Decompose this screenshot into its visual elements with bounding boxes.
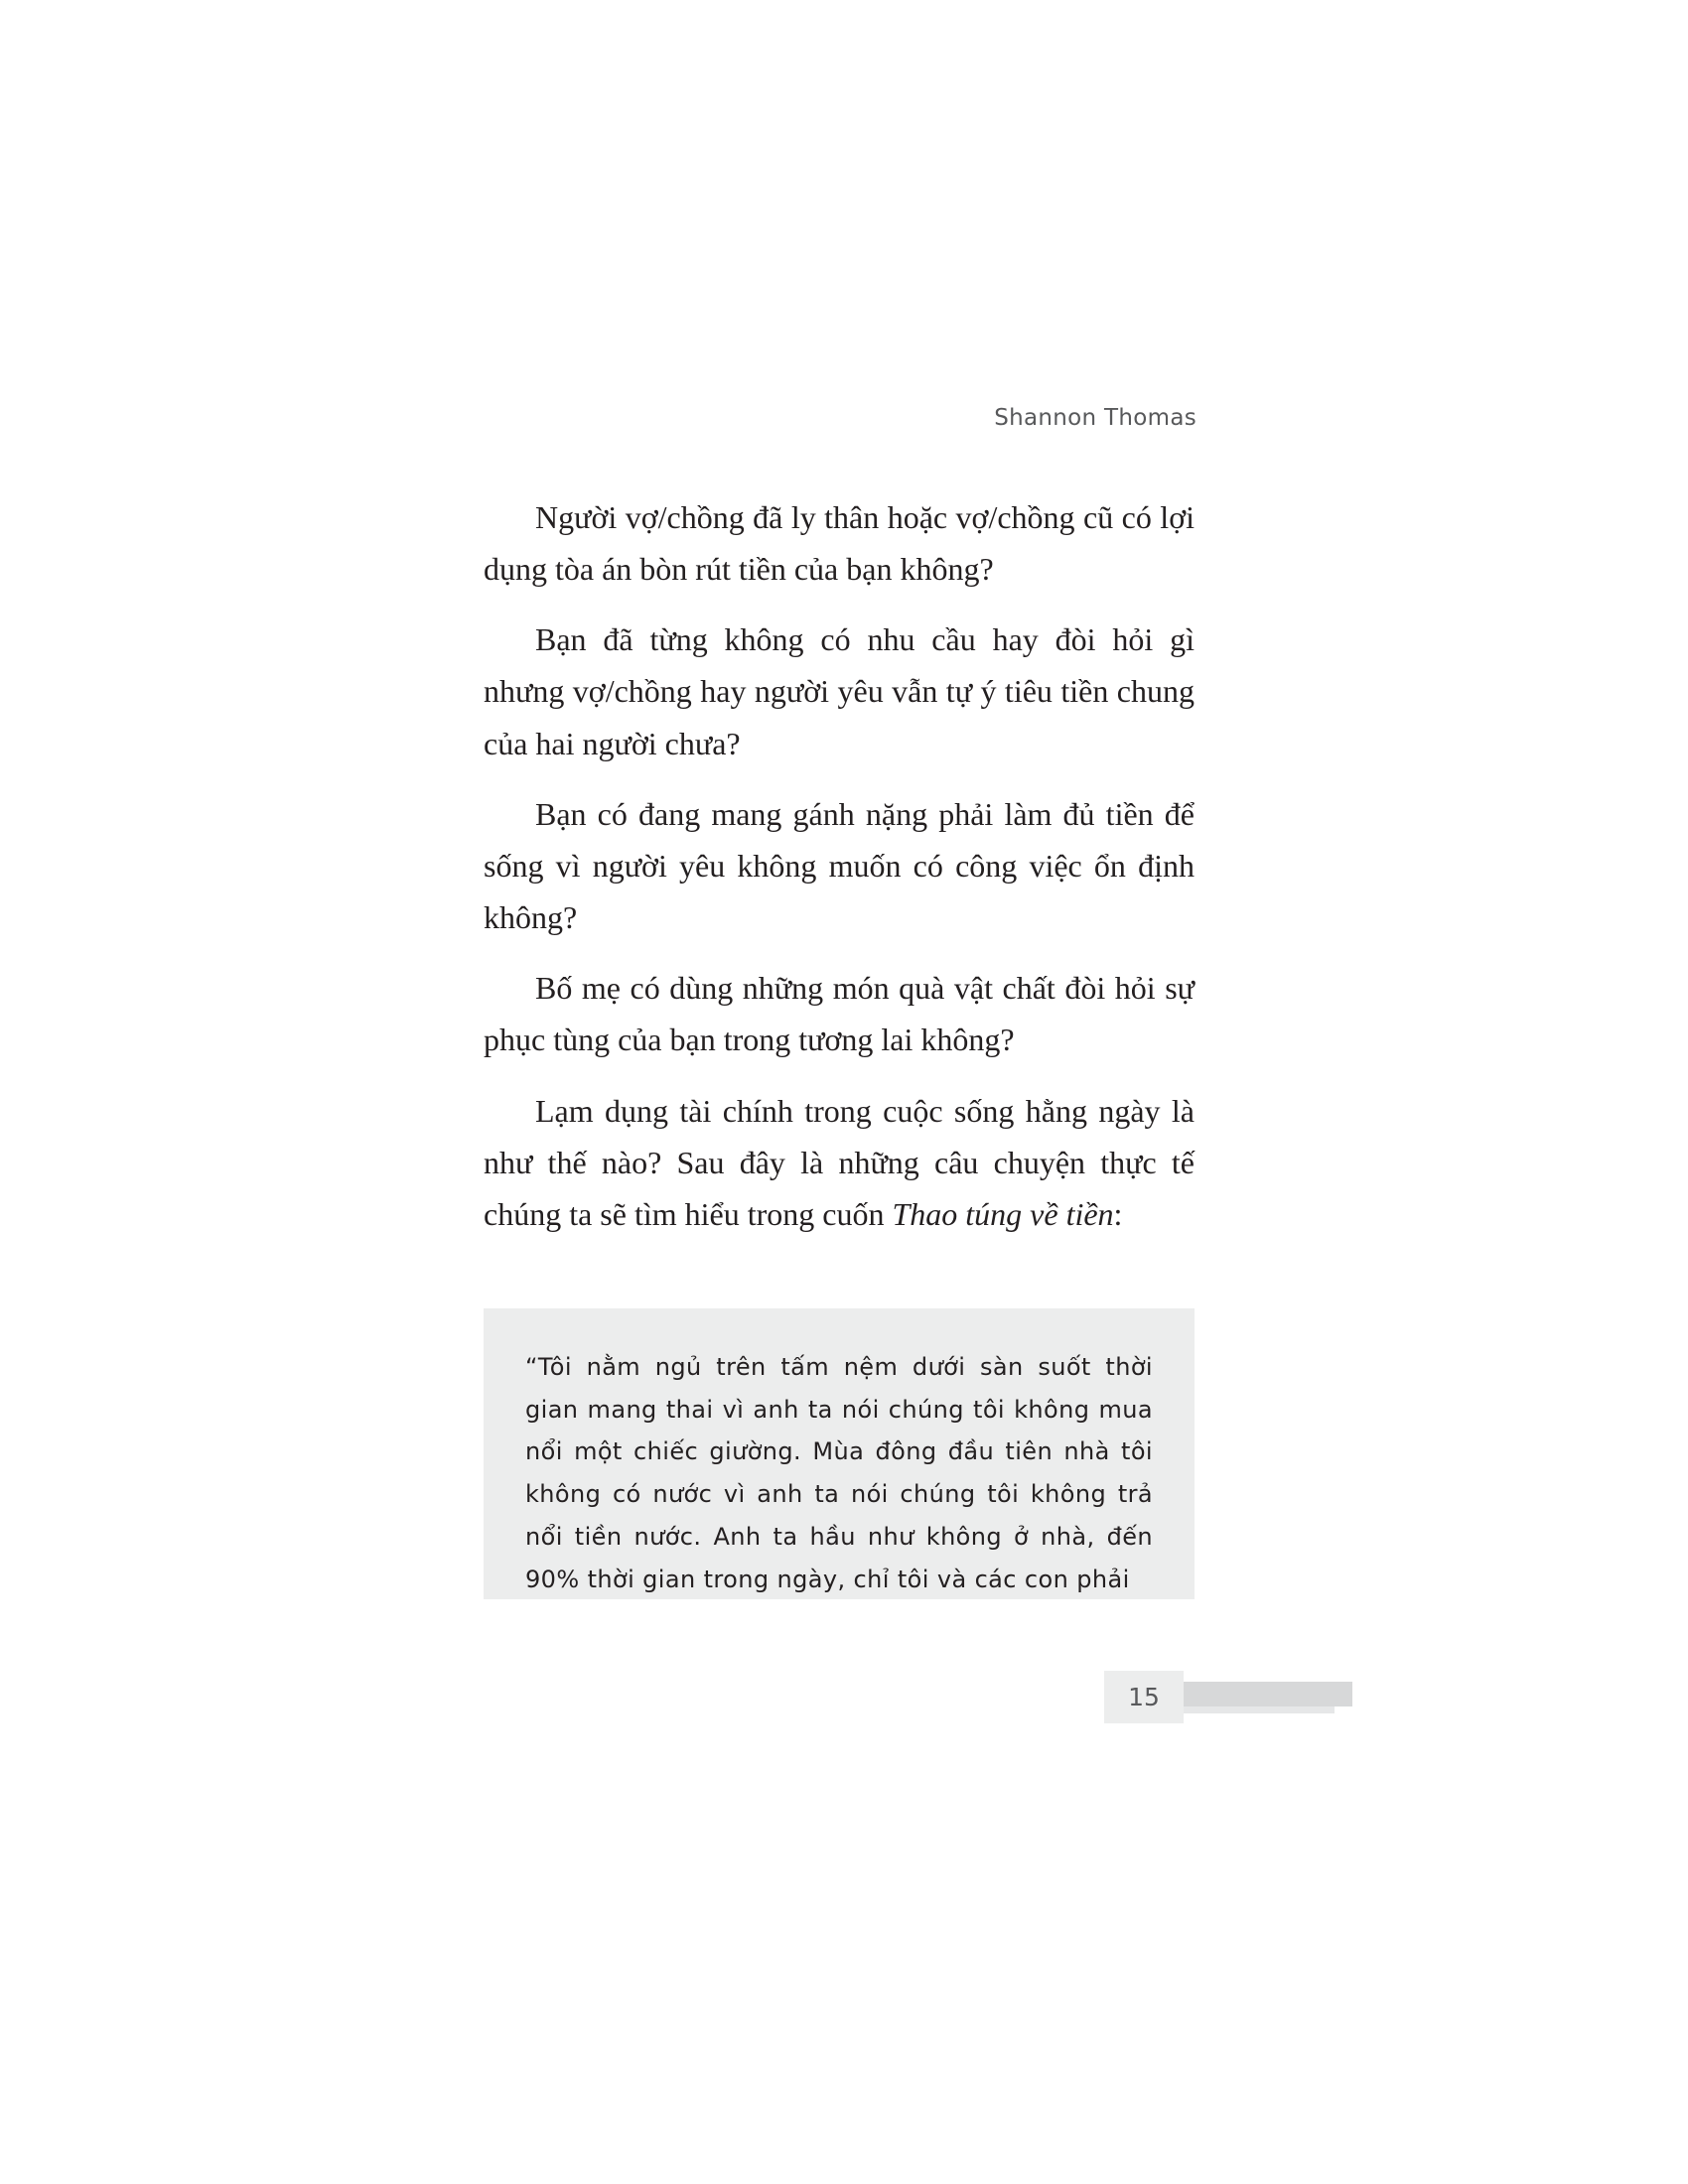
paragraph-tail-text: :	[1113, 1195, 1123, 1232]
paragraph: Bạn có đang mang gánh nặng phải làm đủ tiền để sống vì người yêu không muốn có công việc ổn định không?	[484, 795, 1195, 936]
folio-bar	[1104, 1671, 1352, 1723]
paragraph: Bố mẹ có dùng những món quà vật chất đòi hỏi sự phục tùng của bạn trong tương lai không?	[484, 970, 1195, 1058]
pull-quote-text: “Tôi nằm ngủ trên tấm nệm dưới sàn suốt thời gian mang thai vì anh ta nói chúng tôi không mua nổi một chiếc giường. Mùa đông đầu tiên nhà tôi không có nước vì anh ta nói chúng tôi không trả nổi tiền nước. Anh ta hầu như không ở nhà, đến 90% thời gian trong ngày, chỉ tôi và các con phải	[525, 1353, 1153, 1593]
folio-rule	[1184, 1682, 1352, 1706]
paragraph: Bạn đã từng không có nhu cầu hay đòi hỏi gì nhưng vợ/chồng hay người yêu vẫn tự ý tiêu tiền chung của hai người chưa?	[484, 621, 1195, 761]
body-text-column	[484, 491, 1195, 1240]
pull-quote-box	[484, 1308, 1195, 1599]
page-number: 15	[1128, 1683, 1160, 1711]
paragraph-with-book-title	[484, 1085, 1195, 1240]
paragraph-lead-text: Lạm dụng tài chính trong cuộc sống hằng ngày là như thế nào? Sau đây là những câu chuyện thực tế chúng ta sẽ tìm hiểu trong cuốn	[484, 1092, 1195, 1232]
running-head: Shannon Thomas	[994, 405, 1196, 431]
paragraph: Người vợ/chồng đã ly thân hoặc vợ/chồng cũ có lợi dụng tòa án bòn rút tiền của bạn không?	[484, 499, 1195, 588]
book-title-italic: Thao túng về tiền	[892, 1195, 1114, 1232]
